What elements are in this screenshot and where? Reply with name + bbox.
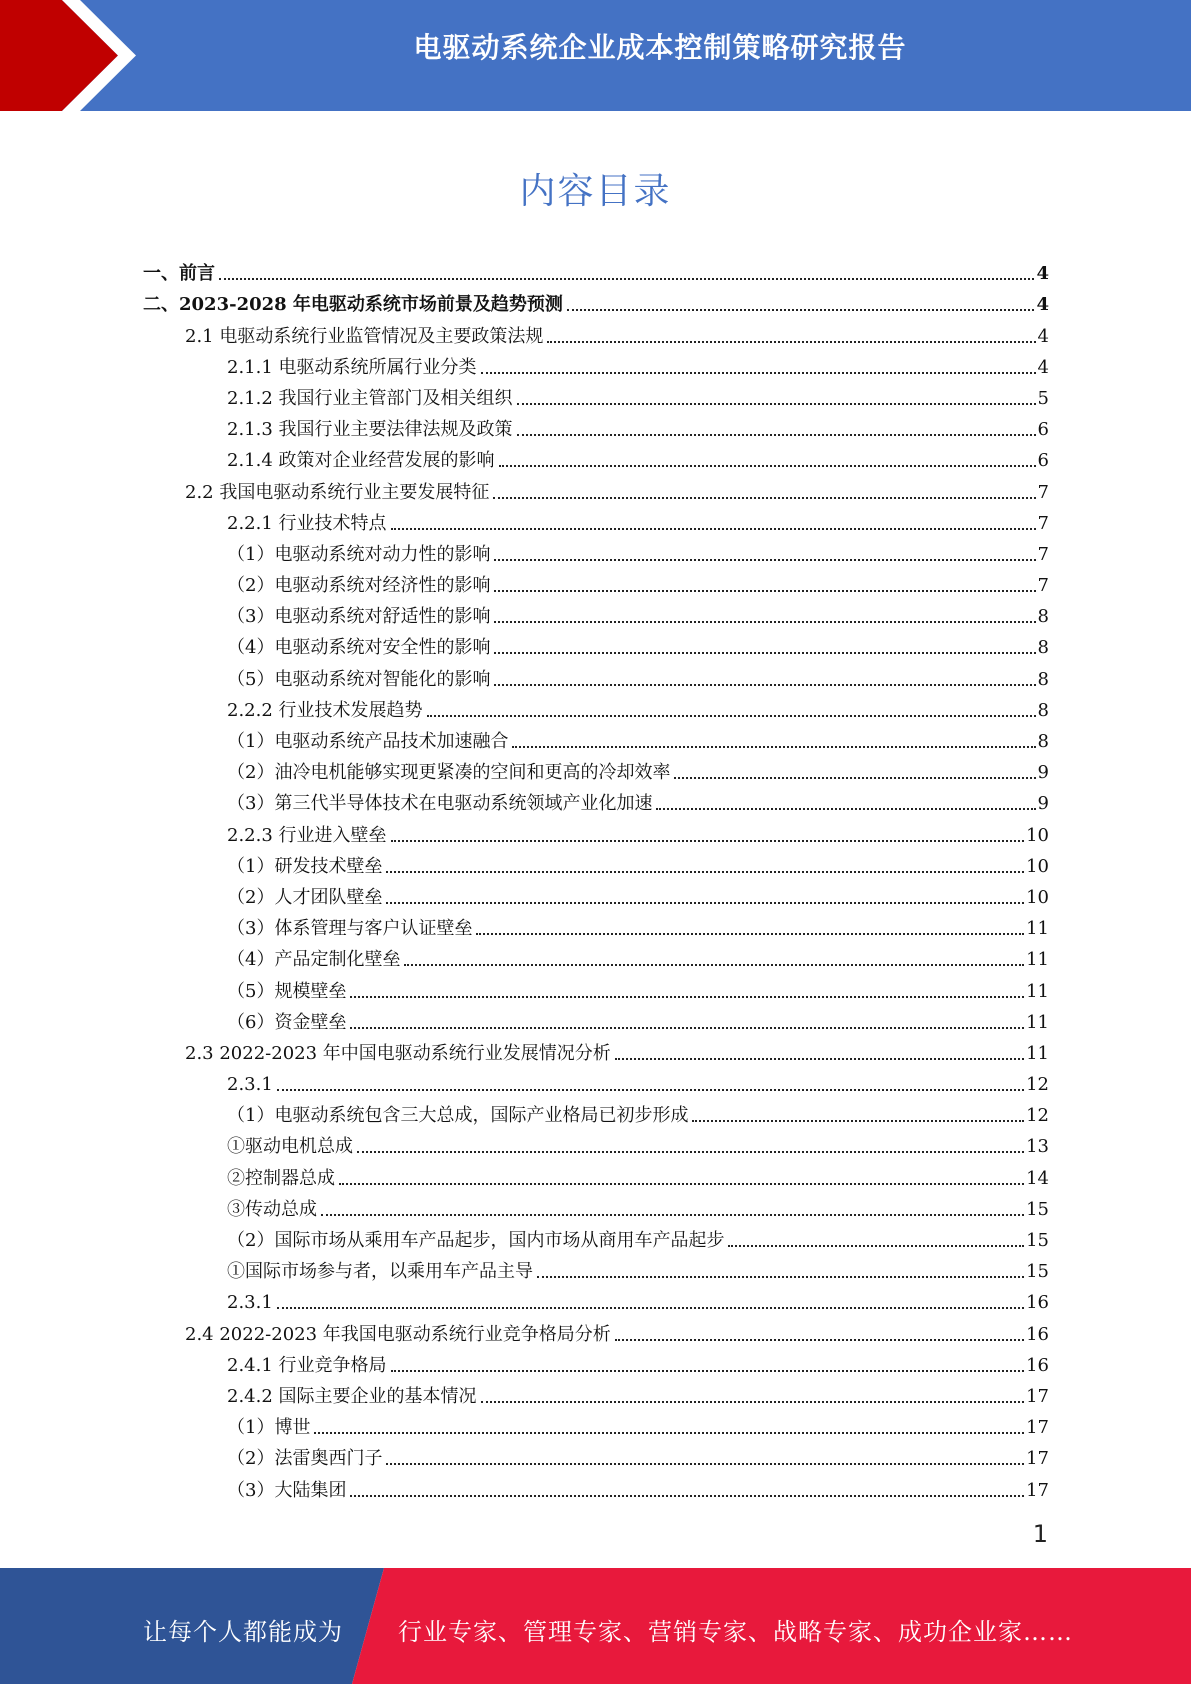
toc-entry-page: 7 (1037, 575, 1049, 597)
dot-leader (339, 1183, 1024, 1185)
toc-entry-page: 17 (1026, 1385, 1049, 1407)
dot-leader (481, 1401, 1025, 1403)
toc-entry[interactable] (143, 878, 1049, 909)
toc-entry[interactable] (143, 1439, 1049, 1470)
toc-entry[interactable] (143, 628, 1049, 659)
dot-leader (537, 1276, 1024, 1278)
toc-entry-page: 10 (1026, 855, 1049, 877)
toc-entry[interactable] (143, 254, 1049, 285)
header-bar (0, 0, 1191, 111)
toc-entry-title: （1）电驱动系统对动力性的影响 (227, 543, 491, 565)
toc-entry-page: 4 (1037, 325, 1049, 347)
dot-leader (277, 1307, 1024, 1309)
dot-leader (386, 871, 1024, 873)
toc-entry[interactable] (143, 472, 1049, 503)
dot-leader (674, 777, 1035, 779)
dot-leader (427, 715, 1036, 717)
dot-leader (615, 1058, 1024, 1060)
dot-leader (357, 1151, 1024, 1153)
toc-entry[interactable] (143, 940, 1049, 971)
toc-entry-title: ③传动总成 (227, 1198, 317, 1220)
toc-entry[interactable] (143, 316, 1049, 347)
toc-entry-title: （2）法雷奥西门子 (227, 1448, 383, 1470)
toc-entry[interactable] (143, 1252, 1049, 1283)
toc-entry-title: 2.1.4 政策对企业经营发展的影响 (227, 450, 495, 472)
report-title: 电驱动系统企业成本控制策略研究报告 (413, 31, 907, 64)
toc-entry-page: 6 (1037, 419, 1049, 441)
toc-entry-title: （1）博世 (227, 1417, 311, 1439)
toc-entry-title: （1）电驱动系统包含三大总成，国际产业格局已初步形成 (227, 1105, 689, 1127)
toc-entry-title: 2.1.3 我国行业主要法律法规及政策 (227, 419, 513, 441)
toc-entry-page: 8 (1037, 731, 1049, 752)
toc-entry[interactable] (143, 1283, 1049, 1314)
toc-entry[interactable] (143, 1346, 1049, 1377)
toc-entry-page: 8 (1037, 668, 1049, 690)
dot-leader (476, 933, 1024, 935)
toc-entry-page: 16 (1026, 1323, 1049, 1345)
toc-entry[interactable] (143, 1096, 1049, 1127)
toc-entry-title: 2.2.2 行业技术发展趋势 (227, 699, 423, 721)
toc-entry[interactable] (143, 815, 1049, 846)
toc-entry-page: 9 (1037, 762, 1049, 784)
toc-entry-page: 16 (1026, 1354, 1049, 1376)
toc-entry-page: 10 (1026, 824, 1049, 846)
dot-leader (656, 808, 1035, 810)
toc-entry-title: 2.3.1 (227, 1074, 273, 1096)
toc-entry[interactable] (143, 971, 1049, 1002)
dot-leader (350, 996, 1024, 998)
toc-entry[interactable] (143, 379, 1049, 410)
toc-entry-page: 4 (1037, 356, 1049, 378)
toc-entry-page: 4 (1036, 263, 1049, 285)
toc-entry-title: （4）产品定制化壁垒 (227, 949, 401, 971)
toc-entry-page: 9 (1037, 793, 1049, 815)
dot-leader (494, 621, 1035, 623)
toc-entry-page: 12 (1026, 1074, 1049, 1096)
toc-entry[interactable] (143, 535, 1049, 566)
dot-leader (350, 1495, 1024, 1497)
toc-entry-title: （2）电驱动系统对经济性的影响 (227, 575, 491, 597)
toc-entry-title: （1）研发技术壁垒 (227, 855, 383, 877)
toc-entry-title: 2.4 2022-2023 年我国电驱动系统行业竞争格局分析 (185, 1323, 611, 1345)
dot-leader (494, 559, 1035, 561)
dot-leader (499, 465, 1036, 467)
toc-entry-page: 11 (1026, 918, 1049, 940)
dot-leader (547, 341, 1035, 343)
toc-entry-title: ②控制器总成 (227, 1167, 335, 1189)
toc-entry[interactable] (143, 597, 1049, 628)
toc-entry[interactable] (143, 909, 1049, 940)
toc-entry-page: 14 (1026, 1167, 1049, 1189)
footer-slogan-right: 行业专家、管理专家、营销专家、战略专家、成功企业家…… (398, 1618, 1073, 1646)
dot-leader (493, 497, 1035, 499)
dot-leader (321, 1214, 1024, 1216)
dot-leader (391, 528, 1036, 530)
dot-leader (567, 309, 1035, 311)
dot-leader (391, 1370, 1025, 1372)
toc-entry[interactable] (143, 1034, 1049, 1065)
toc-entry-title: （2）人才团队壁垒 (227, 886, 383, 908)
toc-entry-page: 10 (1026, 886, 1049, 908)
toc-entry[interactable] (143, 1221, 1049, 1252)
toc-entry-title: （2）油冷电机能够实现更紧凑的空间和更高的冷却效率 (227, 762, 671, 784)
toc-entry-page: 11 (1026, 1011, 1049, 1033)
dot-leader (277, 1089, 1024, 1091)
toc-entry-title: ①驱动电机总成 (227, 1136, 353, 1158)
toc-entry[interactable] (143, 285, 1049, 316)
toc-entry-page: 15 (1026, 1261, 1049, 1283)
toc-entry-title: 2.2 我国电驱动系统行业主要发展特征 (185, 481, 490, 503)
footer-slogan-left: 让每个人都能成为 (143, 1618, 343, 1646)
dot-leader (512, 746, 1035, 748)
toc-entry-page: 4 (1036, 294, 1049, 316)
toc-entry[interactable] (143, 1065, 1049, 1096)
toc-entry-title: 2.4.1 行业竞争格局 (227, 1354, 387, 1376)
toc-entry-page: 11 (1026, 980, 1049, 1002)
toc-entry-page: 17 (1026, 1417, 1049, 1439)
toc-entry[interactable] (143, 1408, 1049, 1439)
toc-entry-title: （3）大陆集团 (227, 1479, 347, 1501)
toc-entry-title: （3）体系管理与客户认证壁垒 (227, 918, 473, 940)
toc-entry[interactable] (143, 1158, 1049, 1189)
toc-entry[interactable] (143, 1003, 1049, 1034)
toc-entry-page: 15 (1026, 1230, 1049, 1251)
dot-leader (728, 1245, 1024, 1247)
dot-leader (219, 278, 1034, 280)
toc-entry-page: 13 (1026, 1136, 1049, 1158)
toc-entry[interactable] (143, 410, 1049, 441)
toc-entry[interactable] (143, 691, 1049, 722)
dot-leader (314, 1432, 1024, 1434)
toc-entry-page: 8 (1037, 699, 1049, 721)
toc-entry-page: 15 (1026, 1198, 1049, 1220)
dot-leader (494, 652, 1035, 654)
toc-entry[interactable] (143, 1470, 1049, 1501)
toc-entry-title: 2.4.2 国际主要企业的基本情况 (227, 1385, 477, 1407)
toc-entry[interactable] (143, 847, 1049, 878)
toc-entry[interactable] (143, 784, 1049, 815)
toc-entry-page: 5 (1037, 387, 1049, 409)
toc-entry[interactable] (143, 504, 1049, 535)
toc-entry[interactable] (143, 659, 1049, 690)
toc-entry[interactable] (143, 722, 1049, 753)
toc-entry-page: 12 (1026, 1105, 1049, 1127)
toc-entry-title: （3）第三代半导体技术在电驱动系统领域产业化加速 (227, 793, 653, 815)
table-of-contents (143, 254, 1049, 1502)
toc-entry[interactable] (143, 566, 1049, 597)
dot-leader (350, 1027, 1024, 1029)
toc-entry[interactable] (143, 348, 1049, 379)
toc-entry-page: 8 (1037, 637, 1049, 659)
dot-leader (517, 434, 1036, 436)
toc-entry-title: 2.1 电驱动系统行业监管情况及主要政策法规 (185, 325, 544, 347)
toc-entry-title: （6）资金壁垒 (227, 1011, 347, 1033)
toc-entry-title: （4）电驱动系统对安全性的影响 (227, 637, 491, 659)
toc-heading: 内容目录 (519, 171, 672, 212)
toc-entry-page: 17 (1026, 1448, 1049, 1470)
toc-entry-title: 一、前言 (143, 263, 215, 285)
toc-entry-title: （2）国际市场从乘用车产品起步，国内市场从商用车产品起步 (227, 1230, 725, 1251)
page-number: 1 (1032, 1520, 1048, 1548)
dot-leader (391, 840, 1025, 842)
dot-leader (692, 1120, 1024, 1122)
toc-entry-page: 7 (1037, 543, 1049, 565)
toc-entry-page: 17 (1026, 1479, 1049, 1501)
toc-entry-title: 2.1.2 我国行业主管部门及相关组织 (227, 387, 513, 409)
toc-entry[interactable] (143, 1127, 1049, 1158)
toc-entry-page: 16 (1026, 1292, 1049, 1314)
toc-entry-page: 8 (1037, 606, 1049, 628)
toc-entry[interactable] (143, 1377, 1049, 1408)
toc-entry-title: 2.2.1 行业技术特点 (227, 512, 387, 534)
toc-entry-page: 7 (1037, 512, 1049, 534)
toc-entry-page: 11 (1026, 1042, 1049, 1064)
toc-entry-title: 2.3 2022-2023 年中国电驱动系统行业发展情况分析 (185, 1042, 611, 1064)
toc-entry[interactable] (143, 441, 1049, 472)
toc-entry[interactable] (143, 1314, 1049, 1345)
toc-entry[interactable] (143, 753, 1049, 784)
toc-entry-title: 2.2.3 行业进入壁垒 (227, 824, 387, 846)
dot-leader (386, 902, 1024, 904)
toc-entry-title: （5）规模壁垒 (227, 980, 347, 1002)
dot-leader (494, 684, 1035, 686)
toc-entry-page: 11 (1026, 949, 1049, 971)
toc-entry-title: 2.1.1 电驱动系统所属行业分类 (227, 356, 477, 378)
toc-entry-title: 二、2023-2028 年电驱动系统市场前景及趋势预测 (143, 294, 563, 316)
dot-leader (404, 964, 1024, 966)
toc-entry-title: （1）电驱动系统产品技术加速融合 (227, 731, 509, 752)
footer-banner (0, 1568, 1191, 1684)
dot-leader (481, 372, 1036, 374)
toc-entry-title: （3）电驱动系统对舒适性的影响 (227, 606, 491, 628)
dot-leader (517, 403, 1036, 405)
toc-entry[interactable] (143, 1190, 1049, 1221)
dot-leader (615, 1339, 1024, 1341)
dot-leader (386, 1463, 1024, 1465)
toc-entry-page: 7 (1037, 481, 1049, 503)
toc-entry-title: ①国际市场参与者，以乘用车产品主导 (227, 1261, 533, 1283)
toc-entry-page: 6 (1037, 450, 1049, 472)
toc-entry-title: （5）电驱动系统对智能化的影响 (227, 668, 491, 690)
dot-leader (494, 590, 1035, 592)
header-arrow-decoration (0, 0, 160, 111)
toc-entry-title: 2.3.1 (227, 1292, 273, 1314)
